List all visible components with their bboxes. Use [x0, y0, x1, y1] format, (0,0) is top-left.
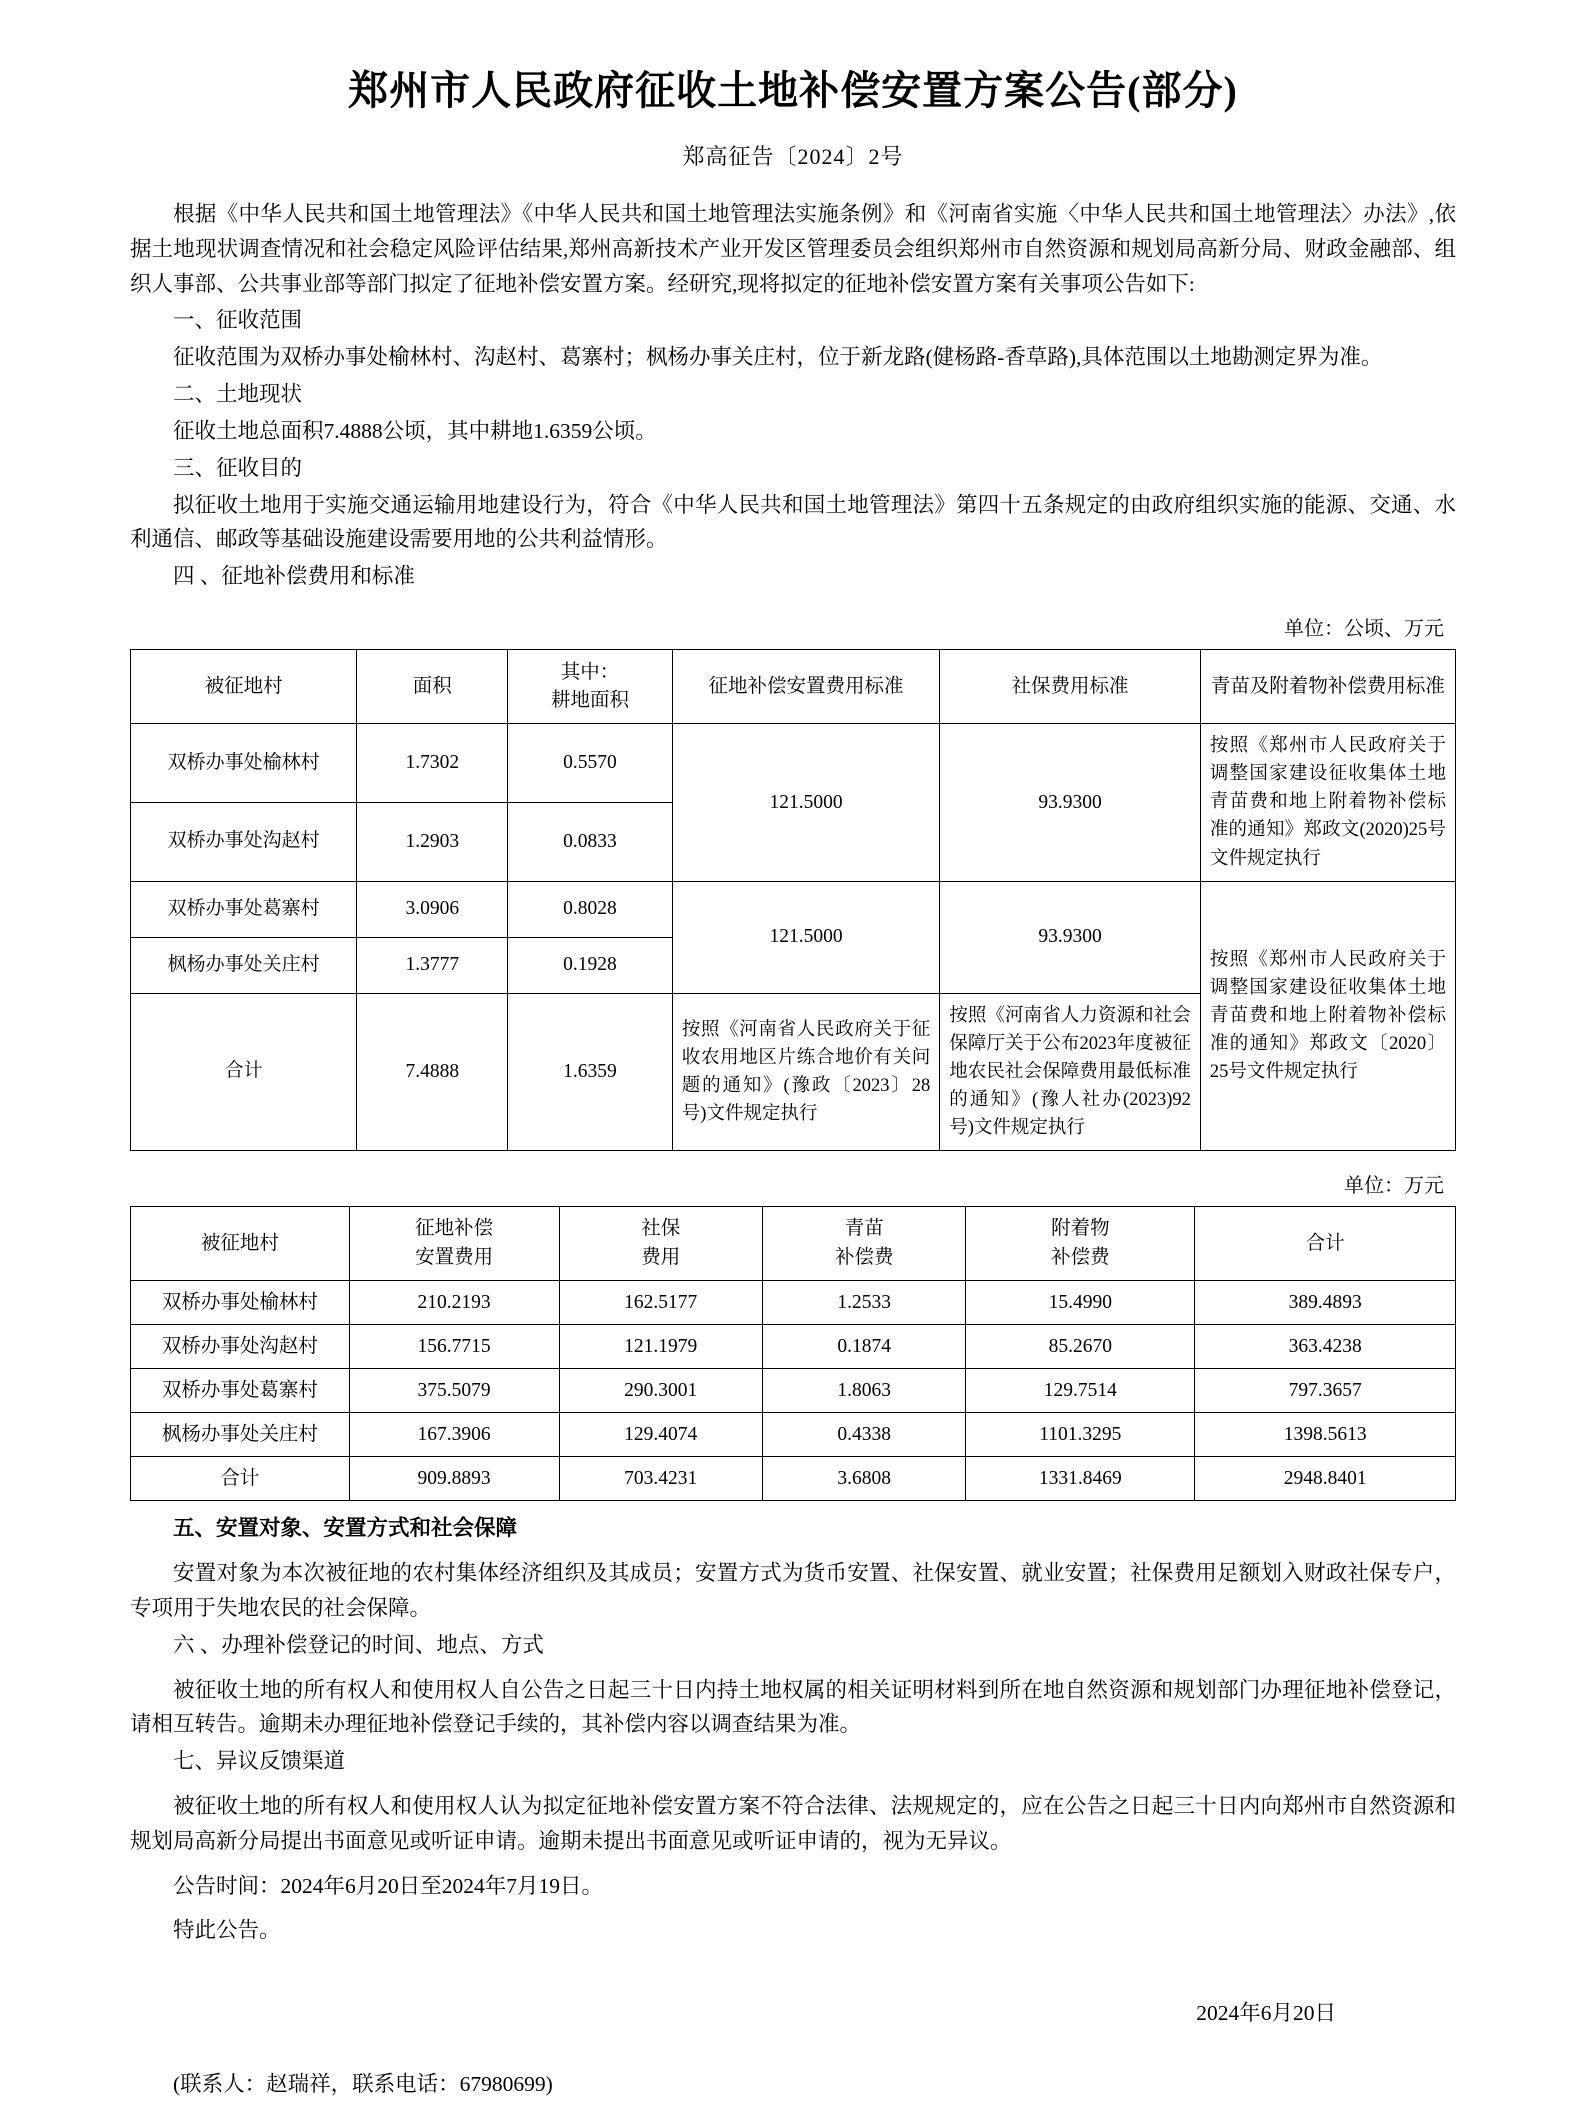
table1-col-area: 面积 [357, 650, 508, 724]
table2-total: 1398.5613 [1195, 1413, 1456, 1457]
table2-col-village: 被征地村 [131, 1207, 350, 1281]
table2-total-attach: 1331.8469 [966, 1457, 1195, 1501]
table1-area: 3.0906 [357, 881, 508, 937]
table2-header-row [131, 1207, 1456, 1281]
table1-col-social-standard: 社保费用标准 [940, 650, 1201, 724]
table1-farmland: 0.1928 [508, 937, 673, 993]
hereby-announced: 特此公告。 [173, 1918, 281, 1943]
table2-comp: 156.7715 [349, 1325, 559, 1369]
section-1-body: 征收范围为双桥办事处榆林村、沟赵村、葛寨村；枫杨办事关庄村，位于新龙路(健杨路-香草路),具体范围以土地勘测定界为准。 [173, 345, 1383, 370]
table1-village: 双桥办事处葛寨村 [131, 881, 357, 937]
table1-farmland: 0.8028 [508, 881, 673, 937]
table2-col-comp-line1: 征地补偿 [415, 1218, 494, 1240]
table2-col-social [559, 1207, 762, 1281]
table1-total-social-policy: 按照《河南省人力资源和社会保障厅关于公布2023年度被征地农民社会保障费用最低标准的通知》(豫人社办(2023)92号)文件规定执行 [940, 993, 1201, 1151]
table1-area: 1.3777 [357, 937, 508, 993]
table-total-row [131, 1457, 1456, 1501]
table1-farmland: 0.5570 [508, 724, 673, 803]
table2-social: 129.4074 [559, 1413, 762, 1457]
section-3-heading: 三、征收目的 [173, 455, 303, 480]
table2-social: 121.1979 [559, 1325, 762, 1369]
document-number: 郑高征告〔2024〕2号 [682, 144, 904, 169]
section-5-heading: 五、安置对象、安置方式和社会保障 [173, 1516, 518, 1541]
table2-village: 双桥办事处葛寨村 [131, 1369, 350, 1413]
table-row [131, 1369, 1456, 1413]
table2-village: 枫杨办事处关庄村 [131, 1413, 350, 1457]
table2-total-crops: 3.6808 [762, 1457, 965, 1501]
table2-col-social-line1: 社保 [641, 1218, 681, 1240]
table1-area: 1.2903 [357, 802, 508, 881]
table2-village: 双桥办事处沟赵村 [131, 1325, 350, 1369]
table2-attach: 129.7514 [966, 1369, 1195, 1413]
tail-sections [130, 1511, 1456, 1948]
table1-total-area: 7.4888 [357, 993, 508, 1151]
table2-col-attach-line2: 补偿费 [1051, 1246, 1110, 1268]
table1-crops-policy-group2: 按照《郑州市人民政府关于调整国家建设征收集体土地青苗费和地上附着物补偿标准的通知》郑政文〔2020〕25号文件规定执行 [1200, 881, 1455, 1151]
section-7-body: 被征收土地的所有权人和使用权人认为拟定征地补偿安置方案不符合法律、法规规定的，应在公告之日起三十日内向郑州市自然资源和规划局高新分局提出书面意见或听证申请。逾期未提出书面意见或听证申请的，视为无异议。 [130, 1794, 1456, 1853]
compensation-amounts-table [130, 1206, 1456, 1501]
table1-col-village: 被征地村 [131, 650, 357, 724]
table2-social: 162.5177 [559, 1281, 762, 1325]
table1-comp-standard-group1: 121.5000 [672, 724, 939, 882]
intro-paragraph: 根据《中华人民共和国土地管理法》《中华人民共和国土地管理法实施条例》和《河南省实施〈中华人民共和国土地管理法〉办法》,依据土地现状调查情况和社会稳定风险评估结果,郑州高新技术产业开发区管理委员会组织郑州市自然资源和规划局高新分局、财政金融部、组织人事部、公共事业部等部门拟定了征地补偿安置方案。经研究,现将拟定的征地补偿安置方案有关事项公告如下: [130, 202, 1456, 296]
table1-village: 双桥办事处榆林村 [131, 724, 357, 803]
section-5-body: 安置对象为本次被征地的农村集体经济组织及其成员；安置方式为货币安置、社保安置、就业安置；社保费用足额划入财政社保专户，专项用于失地农民的社会保障。 [130, 1561, 1456, 1620]
table2-col-comp [349, 1207, 559, 1281]
table1-col-farmland [508, 650, 673, 724]
contact-info: (联系人：赵瑞祥，联系电话：67980699) [173, 2072, 553, 2097]
page-title: 郑州市人民政府征收土地补偿安置方案公告(部分) [348, 68, 1238, 113]
table2-total: 797.3657 [1195, 1369, 1456, 1413]
table2-total-comp: 909.8893 [349, 1457, 559, 1501]
table1-social-standard-group2: 93.9300 [940, 881, 1201, 993]
table2-col-crops [762, 1207, 965, 1281]
table1-header-row [131, 650, 1456, 724]
table2-col-attach [966, 1207, 1195, 1281]
section-7-heading: 七、异议反馈渠道 [173, 1749, 346, 1774]
table2-col-comp-line2: 安置费用 [415, 1246, 494, 1268]
table2-unit-label: 单位：万元 [1344, 1175, 1444, 1198]
table2-comp: 210.2193 [349, 1281, 559, 1325]
table-row [131, 1325, 1456, 1369]
table2-total-social: 703.4231 [559, 1457, 762, 1501]
table2-total: 389.4893 [1195, 1281, 1456, 1325]
table1-comp-standard-group2: 121.5000 [672, 881, 939, 993]
table2-col-attach-line1: 附着物 [1051, 1218, 1110, 1240]
table2-col-crops-line1: 青苗 [844, 1218, 884, 1240]
table1-col-farmland-line1: 其中： [560, 661, 620, 683]
notice-period: 公告时间：2024年6月20日至2024年7月19日。 [173, 1873, 604, 1898]
table1-total-comp-policy: 按照《河南省人民政府关于征收农用地区片练合地价有关问题的通知》(豫政〔2023〕28号)文件规定执行 [672, 993, 939, 1151]
table2-village: 双桥办事处榆林村 [131, 1281, 350, 1325]
table2-crops: 0.4338 [762, 1413, 965, 1457]
table-row [131, 724, 1456, 803]
section-4-heading: 四 、征地补偿费用和标准 [173, 564, 415, 589]
compensation-standards-table [130, 649, 1456, 1151]
table2-total-label: 合计 [131, 1457, 350, 1501]
table2-total-total: 2948.8401 [1195, 1457, 1456, 1501]
section-3-body: 拟征收土地用于实施交通运输用地建设行为，符合《中华人民共和国土地管理法》第四十五条规定的由政府组织实施的能源、交通、水利通信、邮政等基础设施建设需要用地的公共利益情形。 [130, 492, 1456, 552]
table1-farmland: 0.0833 [508, 802, 673, 881]
section-6-body: 被征收土地的所有权人和使用权人自公告之日起三十日内持土地权属的相关证明材料到所在地自然资源和规划部门办理征地补偿登记，请相互转告。逾期未办理征地补偿登记手续的，其补偿内容以调查结果为准。 [130, 1677, 1456, 1737]
table-row [131, 1413, 1456, 1457]
table1-unit-label: 单位：公顷、万元 [1284, 618, 1444, 641]
table2-crops: 0.1874 [762, 1325, 965, 1369]
section-2-heading: 二、土地现状 [173, 382, 303, 407]
table2-attach: 15.4990 [966, 1281, 1195, 1325]
section-6-heading: 六 、办理补偿登记的时间、地点、方式 [173, 1632, 544, 1657]
table2-col-social-line2: 费用 [641, 1246, 681, 1268]
table-row [131, 881, 1456, 937]
table2-total: 363.4238 [1195, 1325, 1456, 1369]
table1-village: 双桥办事处沟赵村 [131, 802, 357, 881]
table1-col-crops-standard: 青苗及附着物补偿费用标准 [1200, 650, 1455, 724]
table2-social: 290.3001 [559, 1369, 762, 1413]
table1-total-farmland: 1.6359 [508, 993, 673, 1151]
section-1-heading: 一、征收范围 [173, 308, 303, 333]
table2-comp: 167.3906 [349, 1413, 559, 1457]
table2-attach: 1101.3295 [966, 1413, 1195, 1457]
table1-village: 枫杨办事处关庄村 [131, 937, 357, 993]
table2-crops: 1.2533 [762, 1281, 965, 1325]
table1-col-comp-standard: 征地补偿安置费用标准 [672, 650, 939, 724]
table1-social-standard-group1: 93.9300 [940, 724, 1201, 882]
table1-area: 1.7302 [357, 724, 508, 803]
table2-attach: 85.2670 [966, 1325, 1195, 1369]
table1-total-label: 合计 [131, 993, 357, 1151]
signature-date: 2024年6月20日 [1196, 2001, 1336, 2026]
table1-crops-policy-group1: 按照《郑州市人民政府关于调整国家建设征收集体土地青苗费和地上附着物补偿标准的通知》郑政文(2020)25号文件规定执行 [1200, 724, 1455, 882]
table2-crops: 1.8063 [762, 1369, 965, 1413]
table-row [131, 1281, 1456, 1325]
section-2-body: 征收土地总面积7.4888公顷，其中耕地1.6359公顷。 [173, 418, 657, 443]
table1-col-farmland-line2: 耕地面积 [550, 689, 629, 711]
table2-comp: 375.5079 [349, 1369, 559, 1413]
table2-col-crops-line2: 补偿费 [834, 1246, 894, 1268]
table2-col-total: 合计 [1195, 1207, 1456, 1281]
